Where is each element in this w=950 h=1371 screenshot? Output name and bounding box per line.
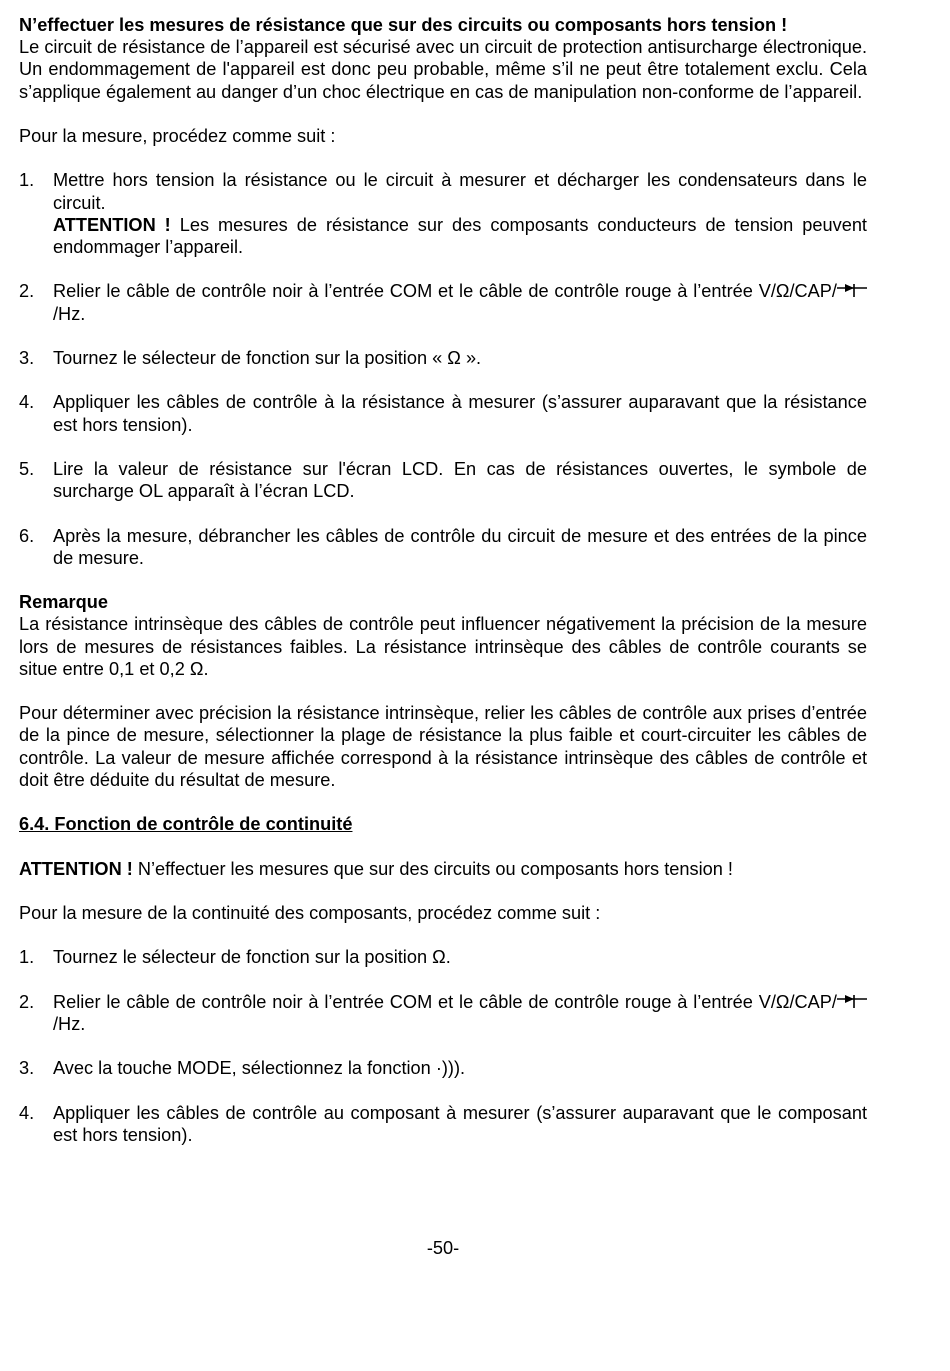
step-suffix: /Hz. (53, 1013, 86, 1034)
document-page (19, 14, 867, 1146)
attention-label: ATTENTION ! (19, 858, 133, 879)
step-text: Avec la touche MODE, sélectionnez la fonction ·))). (53, 1058, 466, 1079)
step-text: Tournez le sélecteur de fonction sur la position « Ω ». (53, 347, 482, 368)
page-number: -50- (426, 1238, 460, 1258)
list-item (19, 525, 867, 569)
attention-label: ATTENTION ! (53, 214, 171, 235)
continuity-intro: Pour la mesure de la continuité des composants, procédez comme suit : (19, 902, 601, 923)
list-item (19, 169, 867, 258)
attention-text: Les mesures de résistance sur des composants conducteurs de tension peuvent endommager l’appareil. (53, 214, 867, 257)
section-title: 6.4. Fonction de contrôle de continuité (19, 814, 353, 835)
resistance-steps (19, 169, 867, 569)
step-number: 1. (19, 170, 35, 191)
list-item (19, 280, 867, 324)
step-text: Lire la valeur de résistance sur l'écran LCD. En cas de résistances ouvertes, le symbole de surcharge OL apparaît à l’écran LCD. (53, 458, 867, 502)
list-item (19, 458, 867, 502)
step-text: Mettre hors tension la résistance ou le circuit à mesurer et décharger les condensateurs dans le circuit. (53, 170, 867, 213)
remark-heading: Remarque (19, 592, 108, 613)
intro-paragraph: Le circuit de résistance de l’appareil est sécurisé avec un circuit de protection antisurcharge électronique. Un endommagement de l'appareil est donc peu probable, même s’il ne peut être totalement exclu. Cela s’applique également au danger d’un choc électrique en cas de manipulation non-conforme de l’appareil. (19, 37, 867, 102)
step-number: 2. (19, 281, 35, 302)
procedure-intro: Pour la mesure, procédez comme suit : (19, 126, 336, 146)
step-number: 4. (19, 1102, 35, 1123)
step-text: Relier le câble de contrôle noir à l’entrée COM et le câble de contrôle rouge à l’entrée V/Ω/CAP/ (53, 991, 837, 1012)
continuity-attention (19, 858, 867, 880)
step-suffix: /Hz. (53, 303, 86, 324)
step-text: Appliquer les câbles de contrôle à la résistance à mesurer (s’assurer auparavant que la résistance est hors tension). (53, 392, 867, 435)
diode-symbol-icon (837, 995, 867, 1009)
list-item (19, 946, 867, 968)
step-number: 2. (19, 991, 35, 1012)
step-number: 1. (19, 947, 35, 968)
step-text: Après la mesure, débrancher les câbles de contrôle du circuit de mesure et des entrées de la pince de mesure. (53, 525, 867, 568)
remark-text: La résistance intrinsèque des câbles de contrôle peut influencer négativement la précision de la mesure lors de mesures de résistances faibles. La résistance intrinsèque des câbles de contrôle courants se situe entre 0,1 et 0,2 Ω. (19, 614, 867, 679)
list-item (19, 1102, 867, 1146)
warning-heading: N’effectuer les mesures de résistance que sur des circuits ou composants hors tension ! (19, 15, 788, 35)
step-number: 4. (19, 392, 35, 413)
step-text: Tournez le sélecteur de fonction sur la position Ω. (53, 947, 451, 968)
step-number: 3. (19, 1058, 35, 1079)
step-text: Relier le câble de contrôle noir à l’entrée COM et le câble de contrôle rouge à l’entrée V/Ω/CAP/ (53, 281, 837, 302)
attention-text: N’effectuer les mesures que sur des circuits ou composants hors tension ! (132, 858, 733, 879)
diode-symbol-icon (837, 284, 867, 298)
step-number: 6. (19, 525, 35, 546)
list-item (19, 1057, 867, 1079)
list-item (19, 391, 867, 435)
step-number: 3. (19, 347, 35, 368)
step-text: Appliquer les câbles de contrôle au composant à mesurer (s’assurer auparavant que le composant est hors tension). (53, 1102, 867, 1145)
list-item (19, 347, 867, 369)
intrinsic-paragraph: Pour déterminer avec précision la résistance intrinsèque, relier les câbles de contrôle aux prises d’entrée de la pince de mesure, sélectionner la plage de résistance la plus faible et court-circuiter les câbles de contrôle. La valeur de mesure affichée correspond à la résistance intrinsèque des câbles de contrôle et doit être déduite du résultat de mesure. (19, 703, 867, 790)
step-number: 5. (19, 458, 35, 479)
list-item (19, 991, 867, 1035)
continuity-steps (19, 946, 867, 1146)
